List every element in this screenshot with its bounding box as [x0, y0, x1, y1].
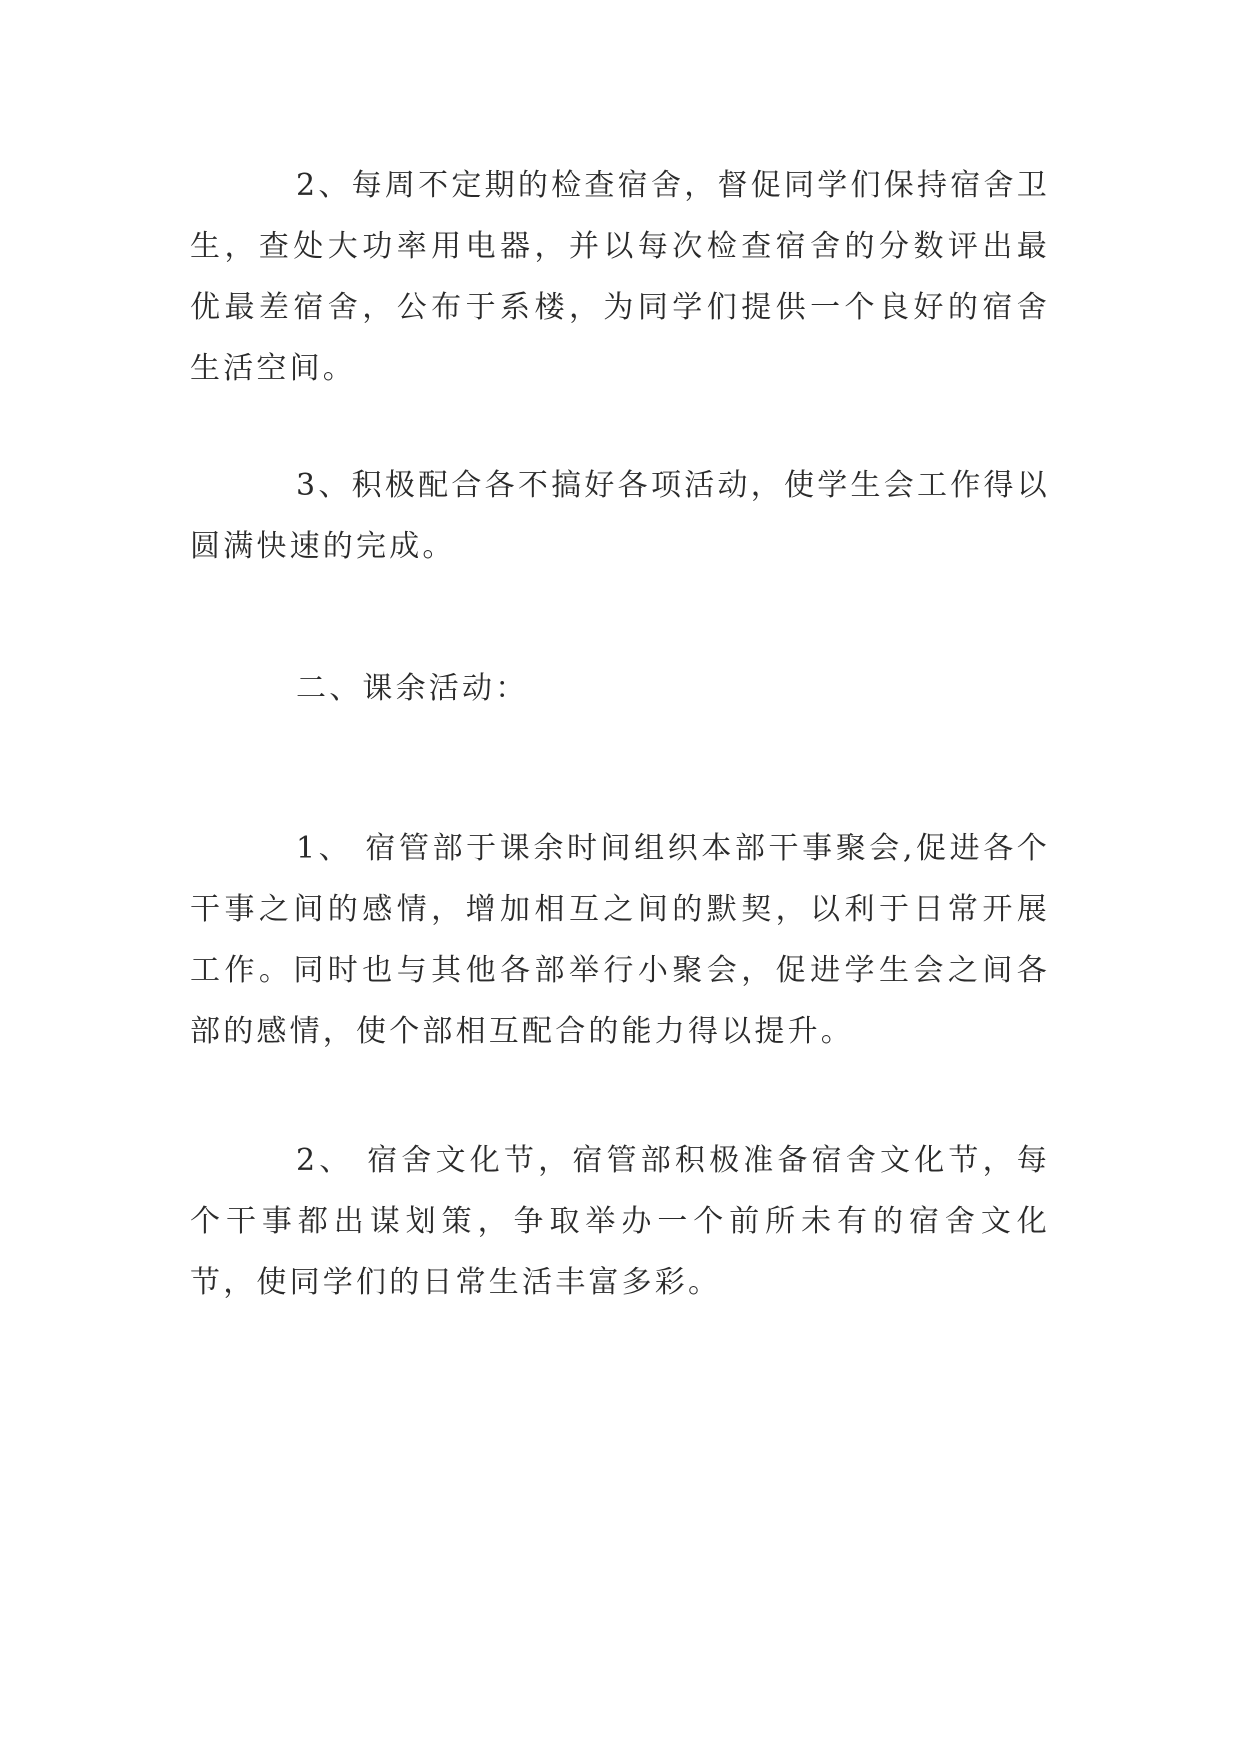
paragraph-staff-gathering	[190, 818, 1050, 1062]
paragraph-text: 2、 宿舍文化节，宿管部积极准备宿舍文化节，每个干事都出谋划策，争取举办一个前所未有的宿舍文化节，使同学们的日常生活丰富多彩。	[190, 1143, 1050, 1300]
section-heading-extracurricular: 二、课余活动：	[296, 671, 529, 706]
paragraph-text: 2、每周不定期的检查宿舍，督促同学们保持宿舍卫生，查处大功率用电器，并以每次检查宿舍的分数评出最优最差宿舍，公布于系楼，为同学们提供一个良好的宿舍生活空间。	[190, 168, 1050, 386]
paragraph-cooperate-activities	[190, 455, 1050, 577]
paragraph-dorm-inspection	[190, 155, 1050, 399]
paragraph-text: 1、 宿管部于课余时间组织本部干事聚会,促进各个干事之间的感情，增加相互之间的默契，以利于日常开展工作。同时也与其他各部举行小聚会，促进学生会之间各部的感情，使个部相互配合的能力得以提升。	[190, 831, 1050, 1049]
paragraph-text: 3、积极配合各不搞好各项活动，使学生会工作得以圆满快速的完成。	[190, 468, 1050, 564]
paragraph-dorm-culture-festival	[190, 1130, 1050, 1313]
